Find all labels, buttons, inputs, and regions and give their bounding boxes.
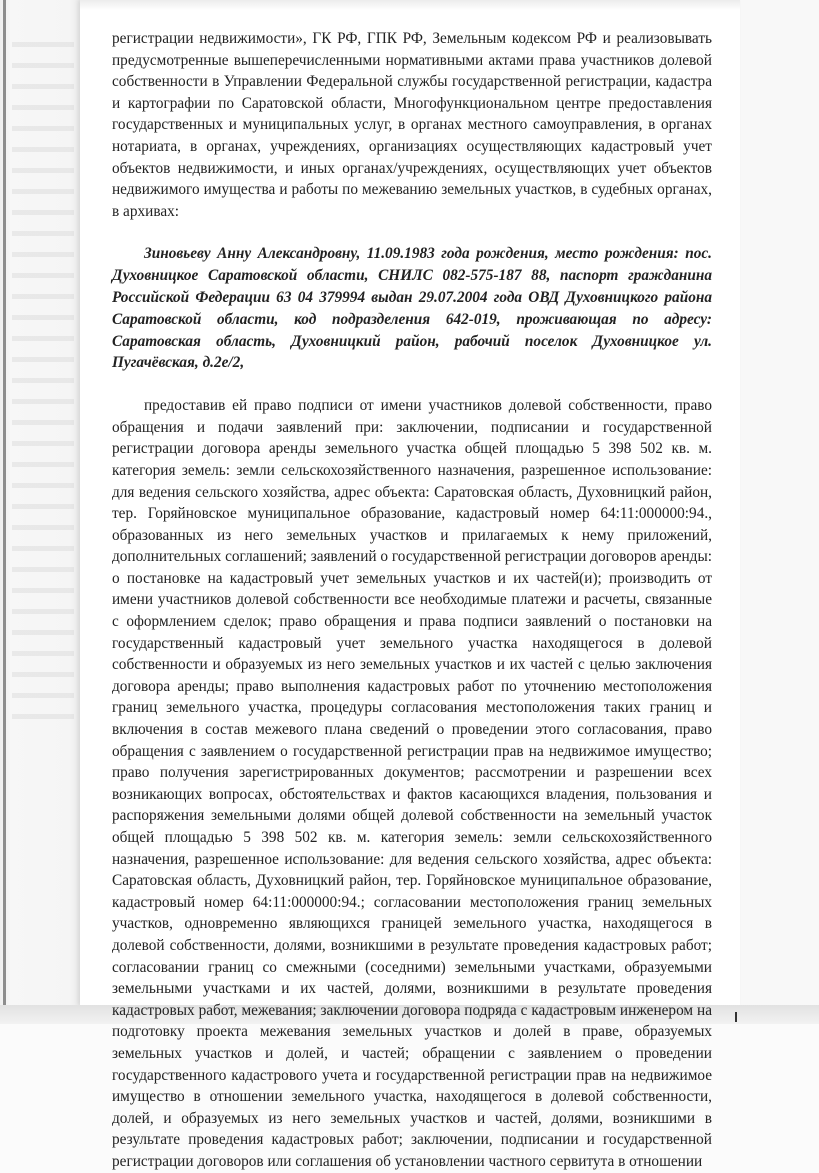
- page-top-shadow: [80, 0, 740, 10]
- page-margin-right: [740, 0, 819, 1024]
- adjacent-page-left: [0, 0, 80, 1024]
- paragraph-powers: предоставив ей право подписи от имени участников долевой собственности, право обращения и подачи заявлений при: заключении, подписании и государственной регистрации договора аренды земельного участка общей площадью 5 398 502 кв. м. категория земель: земли сельскохозяйственного назначения, разрешенное использование: для ведения сельского хозяйства, адрес объекта: Саратовская область, Духовницкий район, тер. Горяйновское муниципальное образование, кадастровый номер 64:11:000000:94., образованных из него земельных участков и прилагаемых к нему приложений, дополнительных соглашений; заявлений о государственной регистрации договоров аренды: о постановке на кадастровый учет земельных участков и их частей(и); производить от имени участников долевой собственности все необходимые платежи и расчеты, связанные с оформлением сделок; право обращения и права подписи заявлений о постановки на государственный кадастровый учет земельного участка находящегося в долевой собственности и образуемых из него земельных участков и их частей с целью заключения договора аренды; право выполнения кадастровых работ по уточнению местоположения границ земельного участка, процедуры согласования местоположения таких границ и включения в состав межевого плана сведений о проведении этого согласования, право обращения с заявлением о государственной регистрации прав на недвижимое имущество; право получения зарегистрированных документов; рассмотрении и разрешении всех возникающих вопросах, обстоятельствах и фактов касающихся владения, пользования и распоряжения земельными долями общей долевой собственности на земельный участок общей площадью 5 398 502 кв. м. категория земель: земли сельскохозяйственного назначения, разрешенное использование: для ведения сельского хозяйства, адрес объекта: Саратовская область, Духовницкий район, тер. Горяйновское муниципальное образование, кадастровый номер 64:11:000000:94.; согласовании местоположения границ земельных участков, одновременно являющихся границей земельного участка, находящегося в долевой собственности, долями, возникшими в результате проведения кадастровых работ; согласовании границ со смежными (соседними) земельными участками, образуемыми земельными участками и их частей, долями, возникшими в результате проведения кадастровых работ, межевания; заключении договора подряда с кадастровым инженером на подготовку проекта межевания земельных участков и долей в праве, образуемых земельных участков и долей, и частей; обращении с заявлением о проведении государственного кадастрового учета и государственной регистрации прав на недвижимое имущество в отношении земельного участка, находящегося в долевой собственности, долей, и образуемых из него земельных участков и частей, долями, возникшими в результате проведения кадастровых работ; заключении, подписании и государственной регистрации договоров или соглашения об установлении частного сервитута в отношении: [112, 397, 712, 1170]
- page-edge-line: [3, 0, 6, 1024]
- document-body: [112, 28, 712, 1173]
- bleed-through-text: [12, 30, 74, 730]
- paragraph-intro: регистрации недвижимости», ГК РФ, ГПК РФ, Земельным кодексом РФ и реализовывать предусмотренные вышеперечисленными нормативными актами права участников долевой собственности в Управлении Федеральной службы государственной регистрации, кадастра и картографии по Саратовской области, Многофункциональном центре предоставления государственных и муниципальных услуг, в органах местного самоуправления, в органах нотариата, в органах, учреждениях, организациях осуществляющих кадастровый учет объектов недвижимости, и иных органах/учреждениях, осуществляющих учет объектов недвижимого имущества и работы по межеванию земельных участков, в судебных органах, в архивах:: [112, 30, 712, 220]
- scan-mark: [735, 1012, 737, 1022]
- paragraph-representative: Зиновьеву Анну Александровну, 11.09.1983 года рождения, место рождения: пос. Духовницкое Саратовской области, СНИЛС 082-575-187 88, паспорт гражданина Российской Федерации 63 04 379994 выдан 29.07.2004 года ОВД Духовницкого района Саратовской области, код подразделения 642-019, проживающая по адресу: Саратовская область, Духовницкий район, рабочий поселок Духовницкое ул. Пугачёвская, д.2е/2,: [112, 245, 712, 372]
